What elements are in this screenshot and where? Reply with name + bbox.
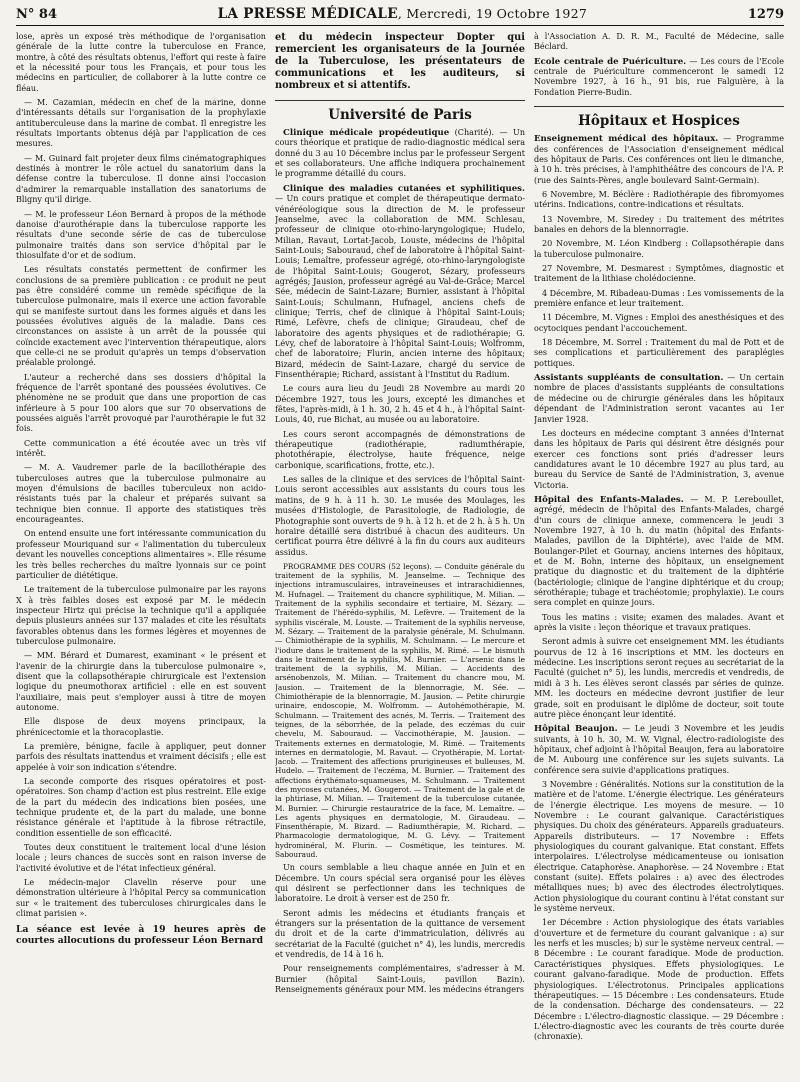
beaujon-paragraph-3: 1er Décembre : Action physiologique des états variables d'ouverture et de fermeture du courant galvanique : a) sur les nerfs et les muscles; b) sur le système nerveux central. — 8 Décembre : Le courant faradique. Mode de production. Caractéristiques physiques. Effets physiologiques. Le courant galvano-faradique. Mode de production. Effets physiologiques. L'électrotonus. Principales applications thérapeutiques. — 15 Décembre : Les condensateurs. Etude de la condensation. Décharge des condensateurs. — 22 Décembre : L'électro-diagnostic classique. — 29 Décembre : L'électro-diagnostic avec les courants de très courte durée (chronaxie). <box>534 918 784 1042</box>
conference-date-entry: 11 Décembre, M. Vignes : Emploi des anesthésiques et des ocytociques pendant l'accouchement. <box>534 313 784 333</box>
column-1-paragraph: lose, après un exposé très méthodique de l'organisation générale de la lutte contre la tuberculose en France, montre, à côté des résultats obtenus, l'effort qui reste à faire et la nécessité pour tous les Français, et pour tous les médecins en particulier, de collaborer à la lutte contre ce fléau. <box>16 32 266 93</box>
universite-items <box>275 128 525 380</box>
page-number: 1279 <box>747 7 784 22</box>
conference-date-entry: 18 Décembre, M. Sorrel : Traitement du mal de Pott et de ses complications et particulièrement des paraplégies pottiques. <box>534 338 784 368</box>
universite-paragraph: PROGRAMME DES COURS (52 leçons). — Conduite générale du traitement de la syphilis, M. Jeanselme. — Technique des injections intramusculaires, intraveineuses et intrarachidiennes, M. Hufnagel. — Traitement du chancre syphilitique, M. Milian. — Traitement de la syphilis secondaire et tertiaire, M. Sézary. — Traitement de l'hérédo-syphilis, M. Lefèvre. — Traitement de la syphilis viscérale, M. Louste. — Traitement de la syphilis nerveuse, M. Sézary. — Traitement de la paralysie générale, M. Schulmann. — Chimiothérapie de la syphilis, M. Schulmann. — Le mercure et l'iodure dans le traitement de la syphilis, M. Rimé. — Le bismuth dans le traitement de la syphilis, M. Burnier. — L'arsenic dans le traitement de la syphilis, M. Milian. — Accidents des arsénobenzols, M. Milian. — Traitement du chancre mou, M. Jausion. — Traitement de la blennorragie, M. Sée. — Chimiothérapie de la blennorragie, M. Jausion. — Petite chirurgie urinaire, endoscopie, M. Wolfromm. — Autohémothérapie, M. Schulmann. — Traitement des acnés, M. Terris. — Traitement des teignes, de la séborrhée, de la pelade, des eczémas du cuir chevelu, M. Sabouraud. — Vaccinothérapie, M. Jausion. — Traitements externes en dermatologie, M. Rimé. — Traitements internes en dermatologie, M. Ravaut. — Cryothérapie, M. Lortat-Jacob. — Traitement des affections prurigineuses et bulleuses, M. Hudelo. — Traitement de l'eczéma, M. Burnier. — Traitement des affections érythémato-squameuses, M. Schulmann. — Traitement des mycoses cutanées, M. Gougerot. — Traitement de la gale et de la phtiriase, M. Milian. — Traitement de la tuberculose cutanée, M. Burnier. — Chirurgie restauratrice de la face, M. Lemaître. — Les agents physiques en dermatologie, M. Giraudeau. — Finsenthérapie, M. Bizard. — Radiumthérapie, M. Richard. — Pharmacologie dermatologique, M. G. Lévy. — Traitement hydrominéral, M. Flurin. — Cosmétique, les teintures. M. Sabouraud. <box>275 561 525 860</box>
column-1-paragraph: — M. Cazamian, médecin en chef de la marine, donne d'intéressants détails sur l'organisation de la prophylaxie antituberculeuse dans la marine de combat. Il enregistre les résultats importants obtenus déjà par l'application de ces mesures. <box>16 98 266 149</box>
universite-paragraph: Pour renseignements complémentaires, s'adresser à M. Burnier (hôpital Saint-Louis, pavillon Bazin). Renseignements généraux pour MM. les médecins étrangers <box>275 964 525 995</box>
conference-date-entry: 4 Décembre, M. Ribadeau-Dumas : Les vomissements de la première enfance et leur traitement. <box>534 288 784 308</box>
universite-paragraph: Un cours semblable a lieu chaque année en Juin et en Décembre. Un cours spécial sera organisé pour les élèves qui désirent se perfectionner dans les techniques de laboratoire. Le droit à verser est de 250 fr. <box>275 863 525 904</box>
issue-number: N° 84 <box>16 7 57 22</box>
universite-item-title: Clinique des maladies cutanées et syphilitiques. <box>283 183 525 194</box>
enfants-malades-paragraph <box>534 495 784 609</box>
assistants-title: Assistants suppléants de consultation. <box>534 373 724 384</box>
universite-paragraphs <box>275 384 525 995</box>
assistants-text: — Un certain nombre de places d'assistants suppléants de consultations de médecine ou de chirurgie générales dans les hôpitaux dépendant de l'Administration seront vacantes au 1er Janvier 1928. <box>534 373 784 424</box>
section-title-hopitaux: Hôpitaux et Hospices <box>534 106 784 129</box>
conference-date-entry: 20 Novembre, M. Léon Kindberg : Collapsothérapie dans la tuberculose pulmonaire. <box>534 239 784 259</box>
column-1-paragraph: — M. Guinard fait projeter deux films cinématographiques destinés à montrer le rôle actuel du sanatorium dans la défense contre la tuberculose. Il donne ainsi l'occasion d'admirer la remarquable installation des sanatoriums de Bligny qu'il dirige. <box>16 153 266 205</box>
universite-paragraph: Les cours seront accompagnés de démonstrations de thérapeutique (radiothérapie, radiumthérapie, photothérapie, électrolyse, haute fréquence, neige carbonique, scarifications, frotte, etc.). <box>275 429 525 470</box>
beaujon-paragraph <box>534 724 784 776</box>
enseignement-title: Enseignement médical des hôpitaux. <box>534 134 719 145</box>
universite-paragraph: Le cours aura lieu du Jeudi 28 Novembre au mardi 20 Décembre 1927, tous les jours, excepté les dimanches et fêtes, l'après-midi, à 1 h. 30, 2 h. 45 et 4 h., à l'hôpital Saint-Louis, 40, rue Bichat, au musée ou au laboratoire. <box>275 384 525 425</box>
beaujon-title: Hôpital Beaujon. <box>534 724 618 735</box>
column-1-paragraph: Le traitement de la tuberculose pulmonaire par les rayons X à très faibles doses est exposé par M. le médecin inspecteur Hirtz qui précise la technique qu'il a appliquée depuis plusieurs années sur 137 malades et cite les résultats favorables obtenus dans les formes légères et moyennes de tuberculose pulmonaire. <box>16 585 266 646</box>
conference-date-entry: 27 Novembre, M. Desmarest : Symptômes, diagnostic et traitement de la lithiase cholédocienne. <box>534 263 784 284</box>
column-1-paragraph: On entend ensuite une fort intéressante communication du professeur Mouriquand sur « l'alimentation du tuberculeux devant les nouvelles conceptions alimentaires ». Elle résume les très belles recherches du maître lyonnais sur ce point particulier de diététique. <box>16 529 266 580</box>
column-1-paragraph: — MM. Bérard et Dumarest, examinant « le présent et l'avenir de la chirurgie dans la tuberculose pulmonaire », disent que la collapsothérapie chirurgicale est l'extension logique du pneumothorax artificiel : elle en est souvent l'auxiliaire, mais peut s'employer aussi à titre de moyen autonome. <box>16 651 266 712</box>
enfants-malades-title: Hôpital des Enfants-Malades. <box>534 494 684 505</box>
ecole-text: — Les cours de l'Ecole centrale de Puériculture commenceront le samedi 12 Novembre 1927, à 16 h., 91 bis, rue Falguière, à la Fondation Pierre-Budin. <box>534 56 784 97</box>
column-2-intro: et du médecin inspecteur Dopter qui remercient les organisateurs de la Journée de la Tuberculose, les présentateurs de communications et les auditeurs, si nombreux et si attentifs. <box>275 32 525 91</box>
column-3 <box>534 32 784 1072</box>
column-1-paragraph: Les résultats constatés permettent de confirmer les conclusions de sa première publication : ce produit ne peut pas être considéré comme un remède spécifique de la tuberculose pulmonaire, mais il exerce une action favorable qui se manifeste surtout dans les formes aiguës et dans les poussées évolutives aiguës de la maladie. Dans ces circonstances on assiste à un arrêt de la poussée qui coïncide exactement avec l'intervention thérapeutique, alors que celle-ci ne se produit qu'après un temps d'observation préalable prolongé. <box>16 265 266 368</box>
universite-item-text: (Charité). — Un cours théorique et pratique de radio-diagnostic médical sera donné du 3 au 10 Décembre inclus par le professeur Sergent et ses collaborateurs. Une affiche indiquera prochainement le programme détaillé du cours. <box>275 128 525 179</box>
enfants-malades-text: — M. P. Lereboullet, agrégé, médecin de l'hôpital des Enfants-Malades, chargé d'un cours de clinique annexe, commencera le jeudi 3 Novembre 1927, à 10 h. du matin (hôpital des Enfants-Malades, pavillon de la Diphtérie), avec l'aide de MM. Boulanger-Pilet et Gournay, anciens internes des hôpitaux, et de M. Bohn, interne des hôpitaux, un enseignement pratique du diagnostic et du traitement de la diphtérie (bactériologie; clinique de l'angine diphtérique et du croup; sérothérapie; tubage et trachéotomie; prophylaxie). Le cours sera complet en quinze jours. <box>534 494 784 608</box>
conference-date-entry: 6 Novembre, M. Béclère : Radiothérapie des fibromyomes utérins. Indications, contre-indications et résultats. <box>534 189 784 210</box>
conference-date-entry: 13 Novembre, M. Siredey : Du traitement des métrites banales en dehors de la blennorragie. <box>534 214 784 234</box>
assistants-paragraph <box>534 373 784 425</box>
enseignement-text: — Programme des conférences de l'Association d'enseignement médical des hôpitaux de Paris. Ces conférences ont lieu le dimanche, à 10 h. très précises, à l'amphithéâtre des concours de l'A. P. (rue des Saints-Pères, angle boulevard Saint-Germain). <box>534 134 784 185</box>
column-1-paragraph: — M. le professeur Léon Bernard à propos de la méthode danoise d'aurothérapie dans la tuberculose rapporte les résultats d'une seconde série de cas de tuberculose pulmonaire traités dans son service d'hôpital par le thiosulfate d'or et de sodium. <box>16 209 266 260</box>
column-1-paragraph: Elle dispose de deux moyens principaux, la phrénicectomie et la thoracoplastie. <box>16 717 266 737</box>
enfants-malades-paragraph-2: Tous les matins : visite; examen des malades. Avant et après la visite : leçon théorique et travaux pratiques. <box>534 612 784 633</box>
assistants-paragraph-2: Les docteurs en médecine comptant 3 années d'Internat dans les hôpitaux de Paris qui désirent être désignés pour exercer ces fonctions sont priés d'adresser leurs candidatures avant le 10 décembre 1927 au plus tard, au bureau du Service de Santé de l'Administration, 3, avenue Victoria. <box>534 428 784 490</box>
universite-paragraph: Les salles de la clinique et des services de l'hôpital Saint-Louis seront accessibles aux assistants du cours tous les matins, de 9 h. à 11 h. 30. Le musée des Moulages, les musées d'Histologie, de Parasitologie, de Radiologie, de Photographie sont ouverts de 9 h. à 12 h. et de 2 h. à 5 h. Un horaire détaillé sera distribué à chacun des auditeurs. Un certificat pourra être délivré à la fin du cours aux auditeurs assidus. <box>275 475 525 557</box>
section-title-universite: Université de Paris <box>275 100 525 123</box>
enfants-malades-paragraph-3: Seront admis à suivre cet enseignement MM. les étudiants pourvus de 12 à 16 inscriptions et MM. les docteurs en médecine. Les inscriptions seront reçues au secrétariat de la Faculté (guichet n° 5), les lundis, mercredis et vendredis, de midi à 3 h. Les élèves seront classés par séries de quinze. MM. les docteurs en médecine devront justifier de leur grade, soit en produisant le diplôme de docteur, soit toute autre pièce énonçant leur identité. <box>534 637 784 719</box>
column-1-paragraph: Le médecin-major Clavelin réserve pour une démonstration ultérieure à l'hôpital Percy sa communication sur « le traitement des tuberculoses chirurgicales dans le climat parisien ». <box>16 878 266 919</box>
column-1 <box>16 32 266 1072</box>
column-1-paragraph: La séance est levée à 19 heures après de courtes allocutions du professeur Léon Bernard <box>16 923 266 946</box>
column-1-paragraph: — M. A. Vaudremer parle de la bacillothérapie des tuberculoses autres que la tuberculose pulmonaire au moyen d'émulsions de bacilles tuberculeux non acido-résistants tués par la chaleur et préparés suivant sa technique bien connue. Il apporte des statistiques très encourageantes. <box>16 463 266 525</box>
universite-item-text: — Un cours pratique et complet de thérapeutique dermato-vénéréologique sous la direction de M. le professeur Jeanselme, avec la collaboration de MM. Schlesau, professeur de clinique oto-rhino-laryngologique; Hudelo, Milian, Ravaut, Lortat-Jacob, Louste, médecins de l'hôpital Saint-Louis; Sabouraud, chef de laboratoire à l'hôpital Saint-Louis; Lemaître, professeur agrégé, oto-rhino-laryngologiste de l'hôpital Saint-Louis; Gougerot, Sézary, professeurs agrégés; Jausion, professeur agrégé au Val-de-Grâce; Marcel Sée, médecin de Saint-Lazare; Burnier, assistant à l'hôpital Saint-Louis; Schulmann, Hufnagel, anciens chefs de clinique; Terris, chef de clinique à l'hôpital Saint-Louis; Rimé, Lefèvre, chefs de clinique; Giraudeau, chef de laboratoire des agents physiques et de radiothérapie; G. Lévy, chef de laboratoire à l'hôpital Saint-Louis; Wolfromm, chef de laboratoire; Flurin, ancien interne des hôpitaux; Bizard, médecin de Saint-Lazare, chargé du service de Finsenthérapie; Richard, assistant à l'Institut du Radium. <box>275 194 525 380</box>
column-1-paragraph: Toutes deux constituent le traitement local d'une lésion locale ; leurs chances de succès sont en raison inverse de l'activité évolutive et de l'état infectieux général. <box>16 843 266 873</box>
beaujon-paragraph-2: 3 Novembre : Généralités. Notions sur la constitution de la matière et de l'atome. L'énergie électrique. Les générateurs de l'énergie électrique. Les moyens de mesure. — 10 Novembre : Le courant galvanique. Caractéristiques physiques. Du choix des générateurs. Appareils graduateurs. Appareils distributeurs. — 17 Novembre : Effets physiologiques du courant galvanique. Etat constant. Effets interpolaires. L'électrolyse médicamenteuse ou ionisation électrique. Cataphorèse. Anaphorèse. — 24 Novembre : Etat constant (suite). Effets polaires : a) avec des électrodes métalliques nues; b) avec des électrodes électrolytiques. Action physiologique du courant continu à l'état constant sur le système nerveux. <box>534 779 784 914</box>
page-header <box>16 6 784 26</box>
universite-item <box>275 184 525 381</box>
journal-title <box>218 6 588 22</box>
column-2 <box>275 32 525 1072</box>
beaujon-text: — Le jeudi 3 Novembre et les jeudis suivants, à 10 h. 30, M. W. Vignal, électro-radiologiste des hôpitaux, chef adjoint à l'hôpital Beaujon, fera au laboratoire de M. Aubourg une conférence sur les sujets suivants. La conférence sera suivie d'applications pratiques. <box>534 724 784 775</box>
conference-dates <box>534 190 784 369</box>
column-1-paragraph: La seconde comporte des risques opératoires et post-opératoires. Son champ d'action est plus restreint. Elle exige de la part du médecin des indications bien posées, une technique prudente et, de la part du malade, une bonne résistance générale et l'aptitude à la fibrose rétractile, condition essentielle de son efficacité. <box>16 777 266 838</box>
column-1-paragraph: Cette communication a été écoutée avec un très vif intérêt. <box>16 438 266 459</box>
ecole-title: Ecole centrale de Puériculture. <box>534 56 687 67</box>
column-1-paragraph: La première, bénigne, facile à appliquer, peut donner parfois des résultats inattendus et vraiment décisifs ; elle est appelée à voir son indication s'étendre. <box>16 742 266 772</box>
journal-name: LA PRESSE MÉDICALE <box>217 6 398 22</box>
column-3-top: à l'Association A. D. R. M., Faculté de Médecine, salle Béclard. <box>534 32 784 52</box>
enseignement-paragraph <box>534 134 784 186</box>
ecole-paragraph <box>534 57 784 98</box>
universite-item <box>275 128 525 180</box>
column-1-paragraph: L'auteur a recherché dans ses dossiers d'hôpital la fréquence de l'arrêt spontané des poussées évolutives. Ce phénomène ne se produit que dans une proportion de cas inférieure à 5 pour 100 alors que sur 70 observations de poussées aiguës l'arrêt provoqué par l'aurothérapie le fut 32 fois. <box>16 372 266 434</box>
issue-date: , Mercredi, 19 Octobre 1927 <box>397 6 588 21</box>
universite-paragraph: Seront admis les médecins et étudiants français et étrangers sur la présentation de la quittance de versement du droit et de la carte d'immatriculation, délivrés au secrétariat de la Faculté (guichet n° 4), les lundis, mercredis et vendredis, de 14 à 16 h. <box>275 908 525 960</box>
universite-item-title: Clinique médicale propédeutique <box>283 128 450 138</box>
